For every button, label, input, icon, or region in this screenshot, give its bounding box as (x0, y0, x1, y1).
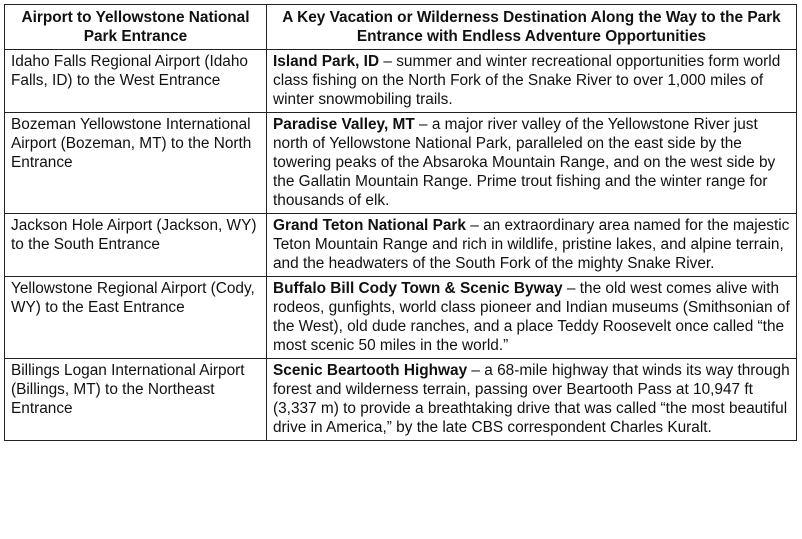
destination-description: – a 68-mile highway that winds its way through forest and wilderness terrain, passing over Beartooth Pass at 10,947 ft (3,337 m) to provide a breathtaking drive that was called “the most beautiful drive in America,” by the late CBS correspondent Charles Kuralt. (273, 362, 790, 436)
destination-name: Island Park, ID (273, 53, 380, 70)
destination-description: – an extraordinary area named for the majestic Teton Mountain Range and rich in wildlife, pristine lakes, and alpine terrain, and the headwaters of the South Fork of the mighty Snake River. (273, 217, 790, 272)
airport-destination-table (4, 4, 797, 441)
destination-name: Paradise Valley, MT (273, 116, 415, 133)
destination-description: – the old west comes alive with rodeos, gunfights, world class pioneer and Indian museums (Smithsonian of the West), old dude ranches, and a place Teddy Roosevelt once called “the most scenic 50 miles in the world.” (273, 280, 790, 354)
airport-cell: Yellowstone Regional Airport (Cody, WY) to the East Entrance (5, 277, 267, 359)
destination-name: Buffalo Bill Cody Town & Scenic Byway (273, 280, 563, 297)
table-body (5, 50, 797, 441)
table-row (5, 277, 797, 359)
destination-name: Grand Teton National Park (273, 217, 466, 234)
destination-description: – a major river valley of the Yellowstone River just north of Yellowstone National Park, paralleled on the east side by the towering peaks of the Absaroka Mountain Range, and on the west side by the Gallatin Mountain Range. Prime trout fishing and the winter range for thousands of elk. (273, 116, 776, 209)
airport-cell: Billings Logan International Airport (Billings, MT) to the Northeast Entrance (5, 359, 267, 441)
header-destination: A Key Vacation or Wilderness Destination Along the Way to the Park Entrance with Endless Adventure Opportunities (267, 5, 797, 50)
airport-cell: Idaho Falls Regional Airport (Idaho Falls, ID) to the West Entrance (5, 50, 267, 113)
destination-cell (267, 359, 797, 441)
table-row (5, 50, 797, 113)
airport-cell: Jackson Hole Airport (Jackson, WY) to the South Entrance (5, 214, 267, 277)
header-row (5, 5, 797, 50)
destination-name: Scenic Beartooth Highway (273, 362, 468, 379)
destination-cell (267, 113, 797, 214)
table-row (5, 359, 797, 441)
header-airport: Airport to Yellowstone National Park Entrance (5, 5, 267, 50)
destination-cell (267, 277, 797, 359)
airport-cell: Bozeman Yellowstone International Airport (Bozeman, MT) to the North Entrance (5, 113, 267, 214)
table-row (5, 214, 797, 277)
destination-description: – summer and winter recreational opportunities form world class fishing on the North Fork of the Snake River to over 1,000 miles of winter snowmobiling trails. (273, 53, 781, 108)
table-row (5, 113, 797, 214)
document-page (4, 4, 797, 441)
destination-cell (267, 214, 797, 277)
destination-cell (267, 50, 797, 113)
